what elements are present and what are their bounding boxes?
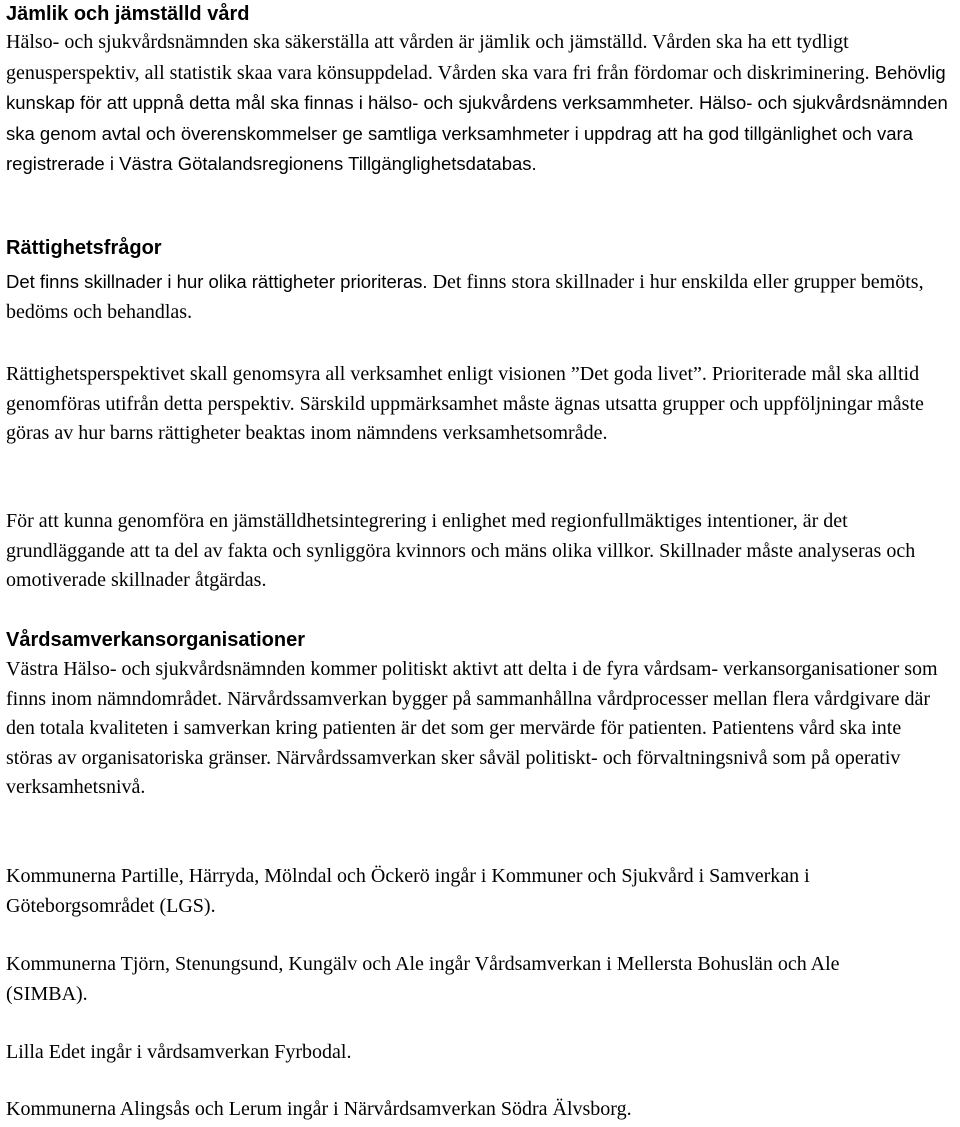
heading-jamlik-vard: Jämlik och jämställd vård — [6, 3, 250, 25]
rattighet-text-1a: Det finns skillnader i hur olika rättigheter prioriteras. — [6, 271, 428, 292]
jamlik-text-a: Hälso- och sjukvårdsnämnden ska säkerställa att vården är jämlik och jämställd. Vården ska ha ett tydligt genusperspektiv, all statistik skaa vara könsuppdelad. Vården ska vara fri från fördomar och diskriminering. — [6, 31, 870, 84]
paragraph-rattighet-1 — [6, 267, 956, 327]
paragraph-vardsam-3: Kommunerna Tjörn, Stenungsund, Kungälv och Ale ingår Vårdsamverkan i Mellersta Bohuslän och Ale (SIMBA). — [6, 953, 840, 1005]
paragraph-vardsam-1: Västra Hälso- och sjukvårdsnämnden kommer politiskt aktivt att delta i de fyra vårdsam- verkansorganisationer som finns inom nämndområdet. Närvårdssamverkan bygger på sammanhållna vårdprocesser mellan flera vårdgivare där den totala kvaliteten i samverkan kring patienten är det som ger mervärde för patienten. Patientens vård ska inte störas av organisatoriska gränser. Närvårdssamverkan sker såväl politiskt- och förvaltningsnivå som på operativ verksamhetsnivå. — [6, 658, 938, 798]
heading-rattighetsfragor: Rättighetsfrågor — [6, 237, 162, 259]
paragraph-rattighet-2: Rättighetsperspektivet skall genomsyra all verksamhet enligt visionen ”Det goda livet”. Prioriterade mål ska alltid genomföras utifrån detta perspektiv. Särskild uppmärksamhet måste ägnas utsatta grupper och uppföljningar måste göras av hur barns rättigheter beaktas inom nämndens verksamhetsområde. — [6, 363, 924, 444]
jamlik-text-b: Behövlig kunskap för att uppnå detta mål ska finnas i hälso- och sjukvårdens verksammheter. — [6, 61, 946, 113]
heading-vardsamverkan: Vårdsamverkansorganisationer — [6, 629, 306, 651]
paragraph-rattighet-3: För att kunna genomföra en jämställdhetsintegrering i enlighet med regionfullmäktiges intentioner, är det grundläggande att ta del av fakta och synliggöra kvinnors och mäns olika villkor. Skillnader måste analyseras och omotiverade skillnader åtgärdas. — [6, 510, 916, 591]
jamlik-text-c: Hälso- och sjukvårdsnämnden ska genom avtal och överenskommelser ge samtliga verksamhmeter i uppdrag att ha god tillgänlighet och vara registrerade i Västra Götalandsregionens Tillgänglighetsdatabas. — [6, 92, 948, 174]
paragraph-jamlik-vard — [6, 28, 951, 180]
paragraph-vardsam-4: Lilla Edet ingår i vårdsamverkan Fyrbodal. — [6, 1041, 352, 1063]
paragraph-vardsam-2: Kommunerna Partille, Härryda, Mölndal och Öckerö ingår i Kommuner och Sjukvård i Samverkan i Göteborgsområdet (LGS). — [6, 865, 810, 917]
paragraph-vardsam-5: Kommunerna Alingsås och Lerum ingår i Närvårdsamverkan Södra Älvsborg. — [6, 1098, 632, 1120]
rattighet-text-1b: Det finns stora skillnader i hur enskilda eller grupper bemöts, bedöms och behandlas. — [6, 271, 924, 323]
